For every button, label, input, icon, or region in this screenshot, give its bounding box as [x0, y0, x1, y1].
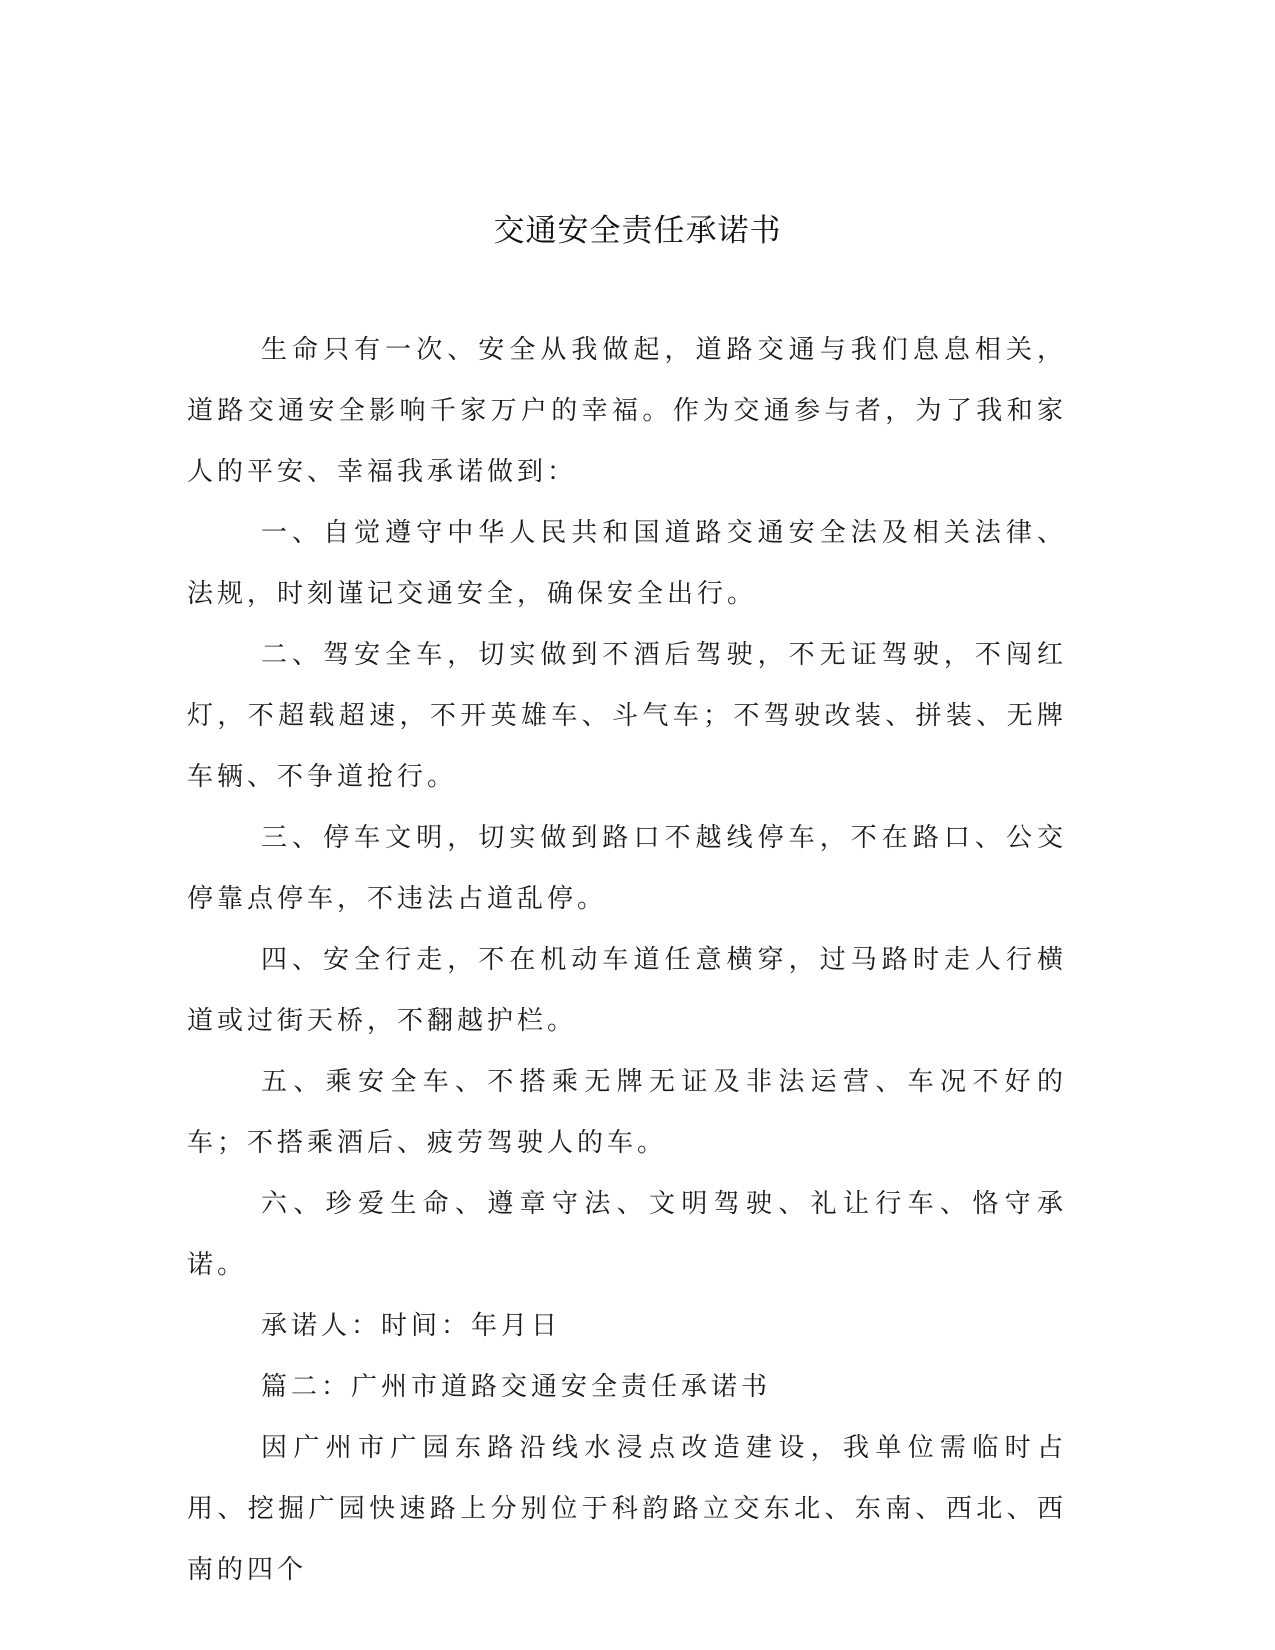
paragraph-item-5: 五、乘安全车、不搭乘无牌无证及非法运营、车况不好的车；不搭乘酒后、疲劳驾驶人的车。 [187, 1067, 1067, 1158]
document-body [187, 320, 1067, 1601]
paragraph-intro: 生命只有一次、安全从我做起，道路交通与我们息息相关，道路交通安全影响千家万户的幸福。作为交通参与者，为了我和家人的平安、幸福我承诺做到： [187, 335, 1067, 487]
paragraph-item-6: 六、珍爱生命、遵章守法、文明驾驶、礼让行车、恪守承诺。 [187, 1189, 1067, 1280]
paragraph-item-1: 一、自觉遵守中华人民共和国道路交通安全法及相关法律、法规，时刻谨记交通安全，确保安全出行。 [187, 518, 1067, 609]
section-heading-part-two: 篇二：广州市道路交通安全责任承诺书 [261, 1372, 772, 1402]
paragraph-part-two-intro: 因广州市广园东路沿线水浸点改造建设，我单位需临时占用、挖掘广园快速路上分别位于科韵路立交东北、东南、西北、西南的四个 [187, 1433, 1067, 1585]
paragraph-item-2: 二、驾安全车，切实做到不酒后驾驶，不无证驾驶，不闯红灯，不超载超速，不开英雄车、斗气车；不驾驶改装、拼装、无牌车辆、不争道抢行。 [187, 640, 1067, 792]
paragraph-item-4: 四、安全行走，不在机动车道任意横穿，过马路时走人行横道或过街天桥，不翻越护栏。 [187, 945, 1067, 1036]
document-title: 交通安全责任承诺书 [493, 213, 782, 249]
paragraph-item-3: 三、停车文明，切实做到路口不越线停车，不在路口、公交停靠点停车，不违法占道乱停。 [187, 823, 1067, 914]
signature-line: 承诺人：时间：年月日 [261, 1311, 562, 1341]
